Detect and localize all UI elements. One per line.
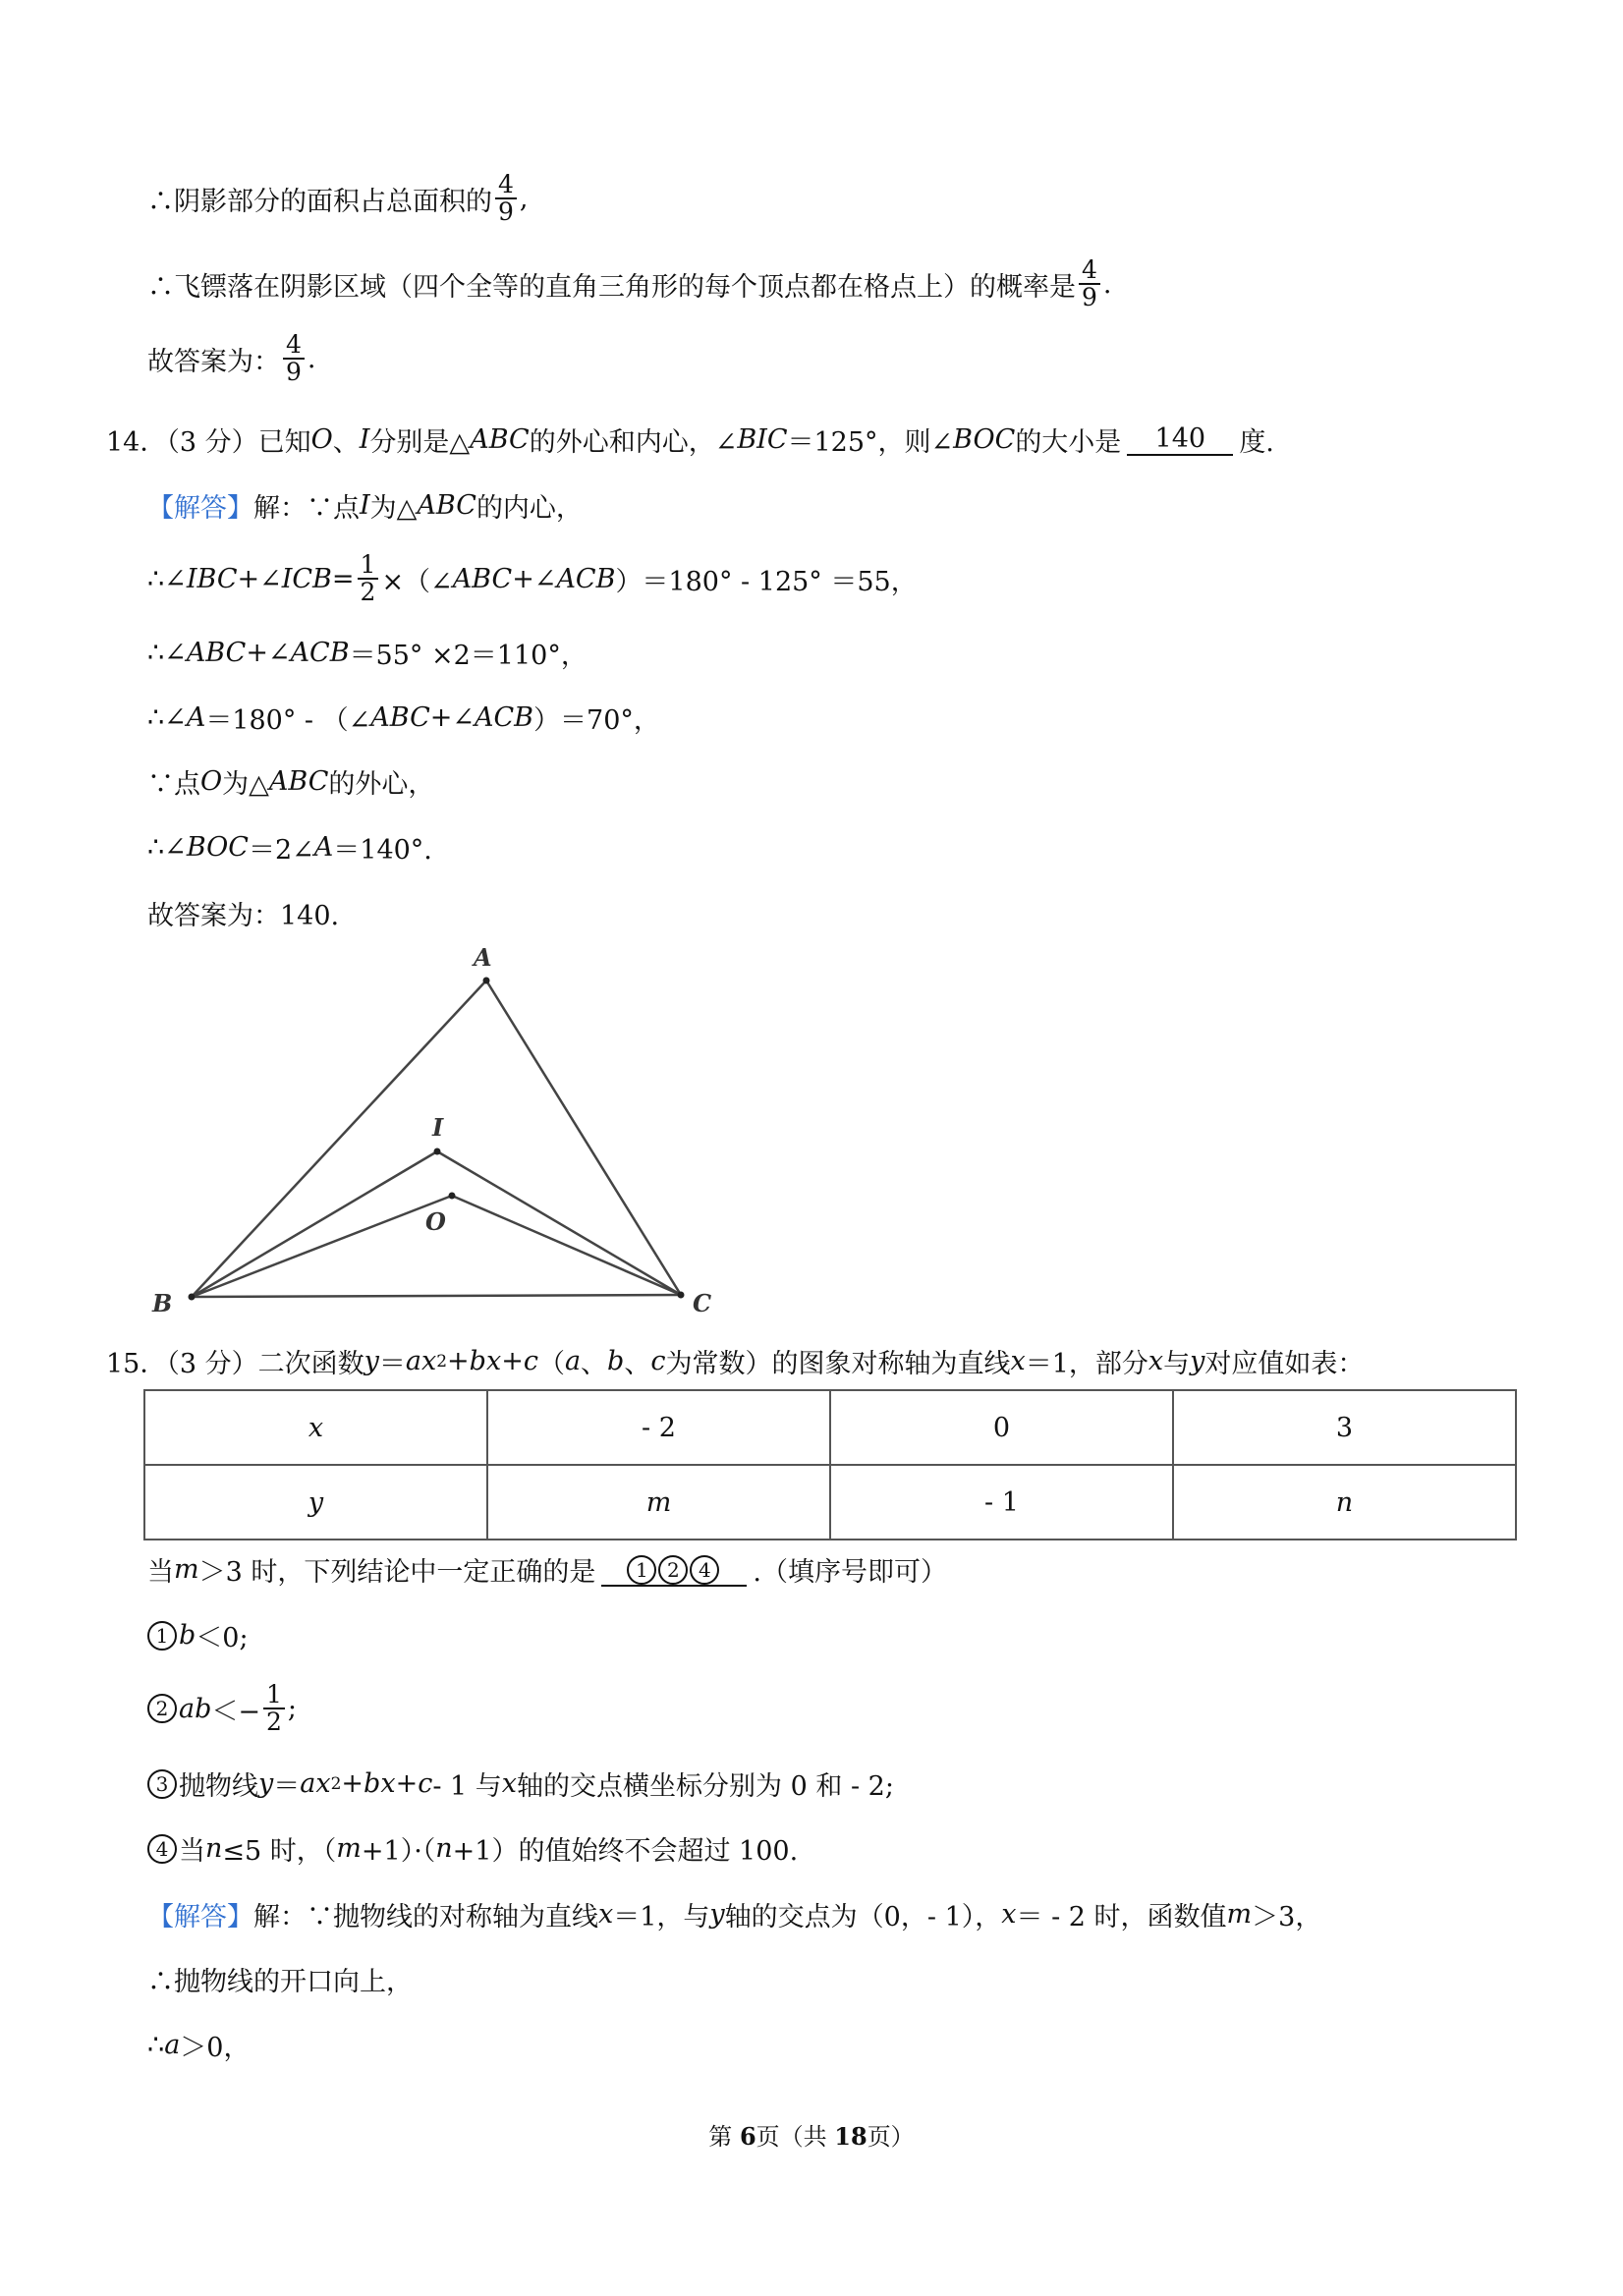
text: +∠	[512, 563, 557, 594]
text: 第	[708, 2123, 740, 2151]
text: 14．（3 分）已知	[106, 427, 311, 458]
math: ABC	[470, 424, 530, 455]
table-cell	[144, 1465, 487, 1540]
text: +	[395, 1768, 419, 1799]
math: BOC	[953, 424, 1016, 455]
edge-bo	[192, 1196, 452, 1297]
math: a	[564, 1346, 582, 1376]
text: 对应值如表：	[1204, 1349, 1365, 1379]
text: ∴抛物线的开口向上，	[147, 1967, 413, 1997]
text: 分别是△	[369, 427, 471, 458]
table-cell	[1173, 1465, 1516, 1540]
page-total: 18	[834, 2122, 867, 2151]
label-i: I	[432, 1113, 444, 1142]
text: ∴	[147, 2030, 165, 2060]
text: ＝180° - （∠	[205, 705, 371, 736]
text: ＝140°.	[333, 835, 432, 866]
math: b	[607, 1346, 625, 1376]
text: 与	[1163, 1349, 1191, 1379]
text: 故答案为：	[147, 346, 280, 377]
math: ax	[405, 1346, 437, 1376]
page-number: 6	[739, 2122, 756, 2151]
cell-value: x	[308, 1412, 324, 1443]
math: A	[313, 832, 334, 863]
numerator: 1	[358, 552, 379, 580]
math: BOC	[186, 832, 249, 863]
math: ICB	[281, 563, 332, 594]
math: y	[1190, 1346, 1205, 1376]
text: - 1 与	[432, 1771, 502, 1802]
math: x	[501, 1768, 518, 1799]
question-15: 15．（3 分）二次函数 y ＝ ax 2 + bx + c （ a 、 b 、 c 为常数）的图象对称轴为直线 x ＝1，部分 x 与 y 对应值如表：	[106, 1342, 1364, 1380]
text: 、	[332, 427, 360, 458]
table-cell	[144, 1390, 487, 1465]
math: n	[205, 1833, 223, 1864]
text: 的内心，	[476, 493, 583, 524]
math: y	[258, 1768, 274, 1799]
label-a: A	[474, 943, 492, 972]
text: ∴阴影部分的面积占总面积的	[147, 186, 492, 217]
edge-bc	[192, 1295, 681, 1297]
solution-line	[147, 2026, 250, 2064]
circled-number: 3	[147, 1769, 177, 1799]
text: 的外心和内心，∠	[529, 427, 738, 458]
text: +1）·（	[361, 1836, 436, 1867]
numerator: 1	[263, 1682, 285, 1709]
label-b: B	[152, 1289, 173, 1317]
text: ;	[287, 1693, 298, 1724]
text: ∴飞镖落在阴影区域（四个全等的直角三角形的每个顶点都在格点上）的概率是	[147, 271, 1076, 303]
label-c: C	[693, 1289, 712, 1317]
math: b	[179, 1620, 196, 1651]
math: x	[1147, 1346, 1164, 1376]
solution-tag: 【解答】	[147, 1902, 253, 1932]
condition-line	[147, 1550, 947, 1589]
text: ＞3，	[1252, 1902, 1322, 1932]
text: ＝125°，则∠	[787, 427, 954, 458]
text: 度.	[1239, 427, 1274, 458]
edge-bi	[192, 1151, 437, 1297]
fraction	[263, 1682, 285, 1736]
text: ∴∠	[147, 563, 187, 594]
denominator: 2	[360, 578, 376, 607]
text: ∵点	[147, 769, 200, 800]
math: y	[364, 1346, 379, 1376]
math: A	[186, 702, 206, 733]
edge-oc	[452, 1196, 681, 1295]
page-footer	[0, 2117, 1623, 2152]
text: ＝55° ×2＝110°，	[349, 641, 588, 671]
cell-value: y	[308, 1486, 324, 1518]
text: ≤5 时，（	[222, 1836, 337, 1867]
text: 当	[147, 1557, 174, 1588]
text: 的大小是	[1015, 427, 1122, 458]
text: +∠	[237, 563, 282, 594]
math: ACB	[556, 563, 616, 594]
math: IBC	[186, 563, 238, 594]
numerator: 4	[495, 172, 517, 199]
text: +1）的值始终不会超过 100.	[452, 1836, 799, 1867]
circled-number: 4	[690, 1555, 719, 1585]
math: x	[598, 1899, 614, 1930]
math: c	[523, 1346, 538, 1376]
text: ＝1，部分	[1025, 1349, 1148, 1379]
text: 解：∵点	[253, 493, 360, 524]
math: ab	[179, 1693, 212, 1724]
denominator: 2	[266, 1708, 282, 1737]
text: ∴∠	[147, 702, 187, 733]
cell-value: m	[645, 1486, 672, 1518]
text: 故答案为：140.	[147, 901, 340, 931]
text: 页）	[867, 2123, 915, 2151]
table-row	[144, 1465, 1516, 1540]
denominator: 9	[286, 358, 302, 387]
table-cell: - 1	[830, 1465, 1173, 1540]
text: ＞3 时，下列结论中一定正确的是	[198, 1557, 596, 1588]
table-cell	[487, 1465, 830, 1540]
point-c	[678, 1292, 685, 1299]
text: 轴的交点为（0，- 1），	[724, 1902, 1002, 1932]
math: x	[1010, 1346, 1026, 1376]
math: m	[336, 1833, 362, 1864]
text: +∠	[246, 638, 291, 668]
math: c	[650, 1346, 666, 1376]
math: bx	[469, 1346, 502, 1376]
math: O	[200, 766, 223, 797]
value-table	[143, 1389, 1517, 1540]
text: +	[341, 1768, 364, 1799]
text: ＞0，	[180, 2033, 251, 2063]
text: 、	[581, 1349, 608, 1379]
text: ＜−	[211, 1696, 261, 1727]
text: ）＝180° - 125° ＝55，	[615, 566, 918, 597]
solution-line	[147, 1960, 413, 1998]
table-cell: - 2	[487, 1390, 830, 1465]
solution-line	[147, 1895, 1321, 1933]
option-1	[147, 1616, 249, 1654]
text: 为常数）的图象对称轴为直线	[665, 1349, 1011, 1379]
point-a	[483, 978, 490, 984]
text: ,	[519, 183, 529, 214]
text: 页（共	[756, 2123, 835, 2151]
math: m	[1226, 1899, 1253, 1930]
text: 解：∵抛物线的对称轴为直线	[253, 1902, 598, 1932]
text: 当	[179, 1836, 205, 1867]
denominator: 9	[1082, 283, 1097, 312]
circled-number: 1	[627, 1555, 656, 1585]
edge-ic	[437, 1151, 681, 1295]
option-2	[147, 1682, 297, 1736]
circled-number: 2	[658, 1555, 688, 1585]
point-i	[434, 1148, 441, 1155]
text: +	[447, 1346, 470, 1376]
circled-number: 4	[147, 1834, 177, 1864]
text: 的外心，	[328, 769, 435, 800]
denominator: 9	[498, 197, 514, 227]
text: ＝1，与	[613, 1902, 710, 1932]
text: .	[307, 343, 316, 374]
math: ABC	[186, 638, 247, 668]
option-3: 3 抛物线 y ＝ ax 2 + bx + c - 1 与 x 轴的交点横坐标分别为 0 和 - 2;	[147, 1764, 894, 1803]
math: n	[435, 1833, 453, 1864]
point-b	[189, 1294, 196, 1301]
text: .	[1102, 268, 1112, 300]
math: a	[164, 2030, 181, 2060]
text: +∠	[429, 702, 476, 733]
text: 为△	[222, 769, 269, 800]
text: 、	[624, 1349, 651, 1379]
text: ＝2∠	[248, 835, 314, 866]
math: ABC	[268, 766, 329, 797]
text: ＝ - 2 时，函数值	[1016, 1902, 1227, 1932]
circled-number: 2	[147, 1694, 177, 1723]
text: ＝	[378, 1349, 406, 1379]
text: +	[501, 1346, 524, 1376]
text: ∴∠	[147, 832, 187, 863]
label-o: O	[425, 1207, 446, 1236]
circled-number: 1	[147, 1621, 177, 1651]
cell-value: n	[1335, 1486, 1354, 1518]
numerator: 4	[283, 332, 305, 360]
math: c	[418, 1768, 433, 1799]
text: ）＝70°，	[533, 705, 660, 736]
math: bx	[364, 1768, 396, 1799]
text: （	[537, 1349, 565, 1379]
math: y	[709, 1899, 725, 1930]
edge-ac	[486, 980, 681, 1295]
math: ACB	[290, 638, 350, 668]
math: ACB	[475, 702, 534, 733]
solution-tag: 【解答】	[147, 493, 253, 524]
table-row	[144, 1390, 1516, 1465]
text: 15．（3 分）二次函数	[106, 1349, 364, 1379]
math: ax	[300, 1768, 331, 1799]
text: =	[331, 563, 355, 594]
math: BIC	[737, 424, 788, 455]
option-4	[147, 1829, 798, 1868]
math: I	[360, 490, 370, 521]
text: 为△	[369, 493, 418, 524]
answer-blank: 140	[1127, 423, 1233, 456]
text: 抛物线	[179, 1771, 258, 1802]
math: ABC	[370, 702, 430, 733]
text: ＝	[273, 1771, 301, 1802]
math: I	[359, 424, 370, 455]
text: ＜0;	[196, 1623, 249, 1653]
table-cell: 3	[1173, 1390, 1516, 1465]
answer-blank	[601, 1553, 747, 1587]
text: 轴的交点横坐标分别为 0 和 - 2;	[517, 1771, 894, 1802]
math: O	[310, 424, 333, 455]
text: ∴∠	[147, 638, 187, 668]
math: x	[1001, 1899, 1017, 1930]
math: ABC	[452, 563, 513, 594]
text: ×（∠	[381, 566, 453, 597]
math: ABC	[417, 490, 476, 521]
point-o	[449, 1193, 456, 1200]
math: m	[174, 1554, 199, 1585]
numerator: 4	[1079, 257, 1100, 285]
text: .（填序号即可）	[753, 1557, 947, 1588]
table-cell: 0	[830, 1390, 1173, 1465]
